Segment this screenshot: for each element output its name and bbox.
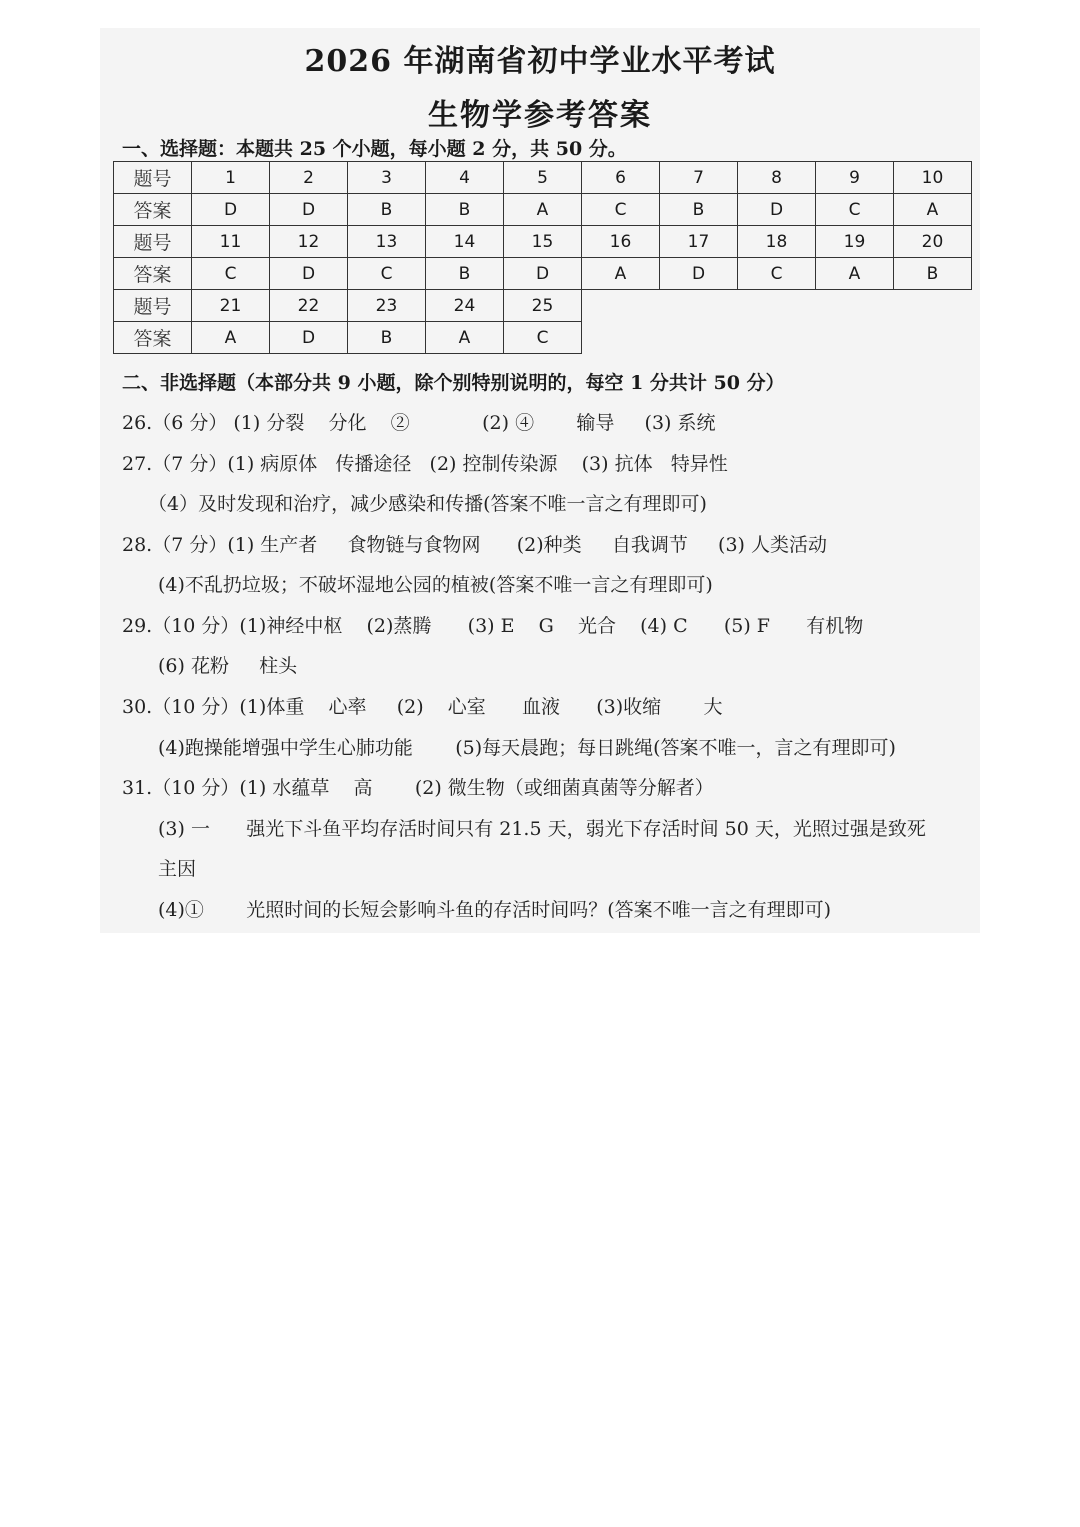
question-number-cell: 17 bbox=[660, 226, 738, 258]
answer-line-28: 28.（7 分）(1) 生产者 食物链与食物网 (2)种类 自我调节 (3) 人类活动 bbox=[122, 534, 827, 556]
empty-cell bbox=[738, 290, 816, 322]
question-number-cell: 15 bbox=[504, 226, 582, 258]
answer-cell: C bbox=[582, 194, 660, 226]
question-number-cell: 4 bbox=[426, 162, 504, 194]
answer-cell: A bbox=[192, 322, 270, 354]
answer-line-26: 26.（6 分） (1) 分裂 分化 ② (2) ④ 输导 (3) 系统 bbox=[122, 412, 716, 434]
answer-cell: C bbox=[192, 258, 270, 290]
answer-line-31: 31.（10 分）(1) 水蕴草 高 (2) 微生物（或细菌真菌等分解者） bbox=[122, 777, 714, 799]
answer-cell: A bbox=[582, 258, 660, 290]
question-number-cell: 14 bbox=[426, 226, 504, 258]
question-number-cell: 25 bbox=[504, 290, 582, 322]
answer-cell: B bbox=[426, 258, 504, 290]
question-number-row-label: 题号 bbox=[114, 226, 192, 258]
answer-line-31-3-cont: 主因 bbox=[158, 858, 197, 880]
question-number-row bbox=[114, 290, 972, 322]
empty-cell bbox=[816, 290, 894, 322]
answer-cell: D bbox=[192, 194, 270, 226]
question-number-cell: 18 bbox=[738, 226, 816, 258]
empty-cell bbox=[660, 290, 738, 322]
question-number-row-label: 题号 bbox=[114, 162, 192, 194]
question-number-cell: 9 bbox=[816, 162, 894, 194]
question-number-cell: 1 bbox=[192, 162, 270, 194]
question-number-cell: 24 bbox=[426, 290, 504, 322]
question-number-cell: 13 bbox=[348, 226, 426, 258]
question-number-cell: 16 bbox=[582, 226, 660, 258]
answer-cell: C bbox=[348, 258, 426, 290]
question-number-cell: 5 bbox=[504, 162, 582, 194]
answer-line-31-4: (4)① 光照时间的长短会影响斗鱼的存活时间吗？(答案不唯一言之有理即可) bbox=[158, 899, 832, 921]
question-number-cell: 6 bbox=[582, 162, 660, 194]
answer-row-label: 答案 bbox=[114, 322, 192, 354]
answer-cell: D bbox=[270, 322, 348, 354]
answer-line-30-4: (4)跑操能增强中学生心肺功能 (5)每天晨跑；每日跳绳(答案不唯一，言之有理即可) bbox=[158, 737, 896, 759]
answer-cell: A bbox=[894, 194, 972, 226]
answer-cell: D bbox=[738, 194, 816, 226]
question-number-cell: 3 bbox=[348, 162, 426, 194]
answer-row bbox=[114, 194, 972, 226]
question-number-cell: 23 bbox=[348, 290, 426, 322]
empty-cell bbox=[582, 290, 660, 322]
answer-cell: B bbox=[426, 194, 504, 226]
answer-line-27: 27.（7 分）(1) 病原体 传播途径 (2) 控制传染源 (3) 抗体 特异性 bbox=[122, 453, 728, 475]
answer-cell: B bbox=[348, 322, 426, 354]
empty-cell bbox=[582, 322, 660, 354]
empty-cell bbox=[660, 322, 738, 354]
empty-cell bbox=[894, 322, 972, 354]
answer-row-label: 答案 bbox=[114, 194, 192, 226]
answer-cell: D bbox=[660, 258, 738, 290]
answer-line-31-3: (3) 一 强光下斗鱼平均存活时间只有 21.5 天，弱光下存活时间 50 天，光照过强是致死 bbox=[158, 818, 926, 840]
answer-cell: B bbox=[894, 258, 972, 290]
question-number-cell: 12 bbox=[270, 226, 348, 258]
answer-row bbox=[114, 322, 972, 354]
question-number-row bbox=[114, 162, 972, 194]
answer-row bbox=[114, 258, 972, 290]
question-number-cell: 21 bbox=[192, 290, 270, 322]
answer-table bbox=[113, 161, 972, 354]
answer-line-28-4: (4)不乱扔垃圾；不破坏湿地公园的植被(答案不唯一言之有理即可) bbox=[158, 574, 713, 596]
question-number-cell: 8 bbox=[738, 162, 816, 194]
answer-cell: D bbox=[270, 194, 348, 226]
answer-line-27-4: （4）及时发现和治疗，减少感染和传播(答案不唯一言之有理即可) bbox=[148, 493, 707, 515]
answer-cell: C bbox=[816, 194, 894, 226]
question-number-row bbox=[114, 226, 972, 258]
answer-cell: C bbox=[504, 322, 582, 354]
answer-cell: D bbox=[504, 258, 582, 290]
empty-cell bbox=[738, 322, 816, 354]
answer-cell: A bbox=[504, 194, 582, 226]
answer-cell: A bbox=[426, 322, 504, 354]
section1-heading: 一、选择题：本题共 25 个小题，每小题 2 分，共 50 分。 bbox=[122, 138, 627, 160]
answer-line-29: 29.（10 分）(1)神经中枢 (2)蒸腾 (3) E G 光合 (4) C (5) F 有机物 bbox=[122, 615, 864, 637]
section2-heading: 二、非选择题（本部分共 9 小题，除个别特别说明的，每空 1 分共计 50 分） bbox=[122, 372, 785, 394]
page-title: 2026 年湖南省初中学业水平考试 bbox=[304, 44, 776, 79]
answer-row-label: 答案 bbox=[114, 258, 192, 290]
question-number-cell: 20 bbox=[894, 226, 972, 258]
question-number-cell: 11 bbox=[192, 226, 270, 258]
question-number-cell: 10 bbox=[894, 162, 972, 194]
answer-cell: D bbox=[270, 258, 348, 290]
empty-cell bbox=[894, 290, 972, 322]
answer-cell: A bbox=[816, 258, 894, 290]
answer-line-29-6: (6) 花粉 柱头 bbox=[158, 655, 298, 677]
question-number-cell: 22 bbox=[270, 290, 348, 322]
answer-cell: C bbox=[738, 258, 816, 290]
question-number-cell: 2 bbox=[270, 162, 348, 194]
page-subtitle: 生物学参考答案 bbox=[428, 98, 652, 133]
answer-cell: B bbox=[348, 194, 426, 226]
empty-cell bbox=[816, 322, 894, 354]
answer-cell: B bbox=[660, 194, 738, 226]
answer-line-30: 30.（10 分）(1)体重 心率 (2) 心室 血液 (3)收缩 大 bbox=[122, 696, 723, 718]
question-number-cell: 19 bbox=[816, 226, 894, 258]
question-number-cell: 7 bbox=[660, 162, 738, 194]
question-number-row-label: 题号 bbox=[114, 290, 192, 322]
